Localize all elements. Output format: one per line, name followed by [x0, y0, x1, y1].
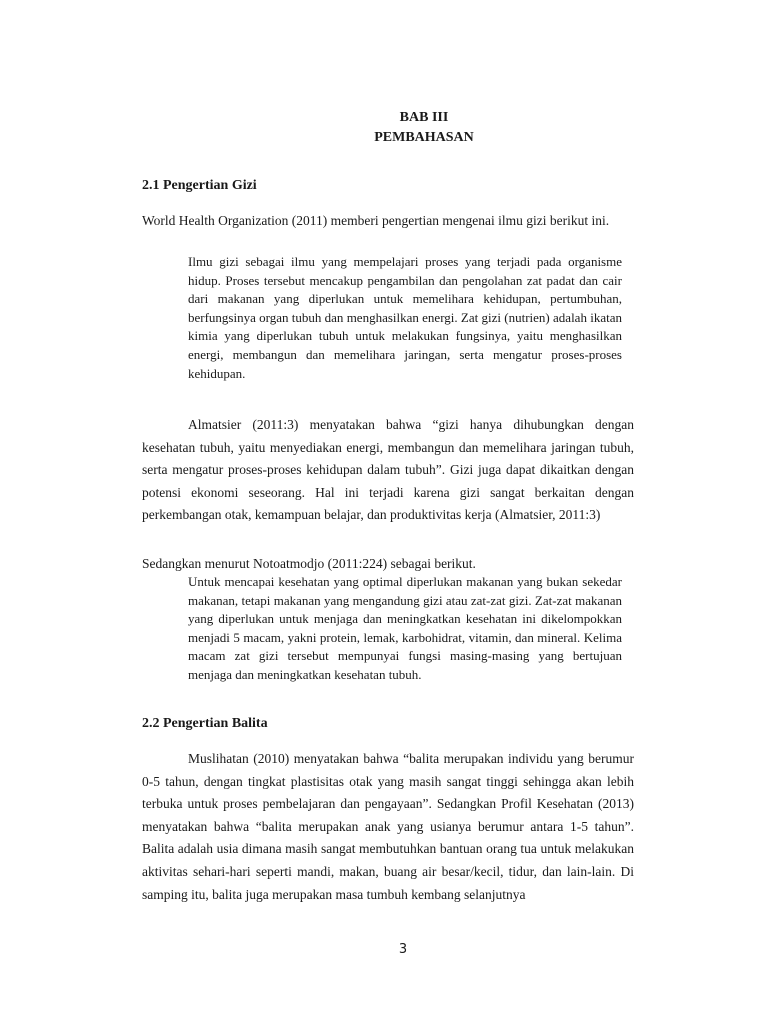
paragraph-notoatmodjo-intro: Sedangkan menurut Notoatmodjo (2011:224) sebagai berikut. — [142, 556, 476, 571]
paragraph-almatsier: Almatsier (2011:3) menyatakan bahwa “gizi hanya dihubungkan dengan kesehatan tubuh, yaitu menyediakan energi, membangun dan memelihara jaringan tubuh, serta mengatur proses-proses kehidupan dalam tubuh”. Gizi juga dapat dikaitkan dengan potensi ekonomi seseorang. Hal ini terjadi karena gizi sangat berkaitan dengan perkembangan otak, kemampuan belajar, dan produktivitas kerja (Almatsier, 2011:3) — [142, 417, 634, 523]
paragraph-who-intro: World Health Organization (2011) memberi pengertian mengenai ilmu gizi berikut ini. — [142, 213, 610, 228]
chapter-header — [0, 108, 768, 148]
block-quote-notoatmodjo: Untuk mencapai kesehatan yang optimal diperlukan makanan yang bukan sekedar makanan, tetapi makanan yang mengandung gizi atau zat-zat gizi. Zat-zat makanan yang diperlukan untuk menjaga dan meningkatkan kesehatan ini dikelompokkan menjadi 5 macam, yakni protein, lemak, karbohidrat, vitamin, dan mineral. Kelima macam zat gizi tersebut mempunyai fungsi masing-masing yang bertujuan menjaga dan meningkatkan kesehatan tubuh. — [188, 574, 622, 682]
paragraph-muslihatan: Muslihatan (2010) menyatakan bahwa “balita merupakan individu yang berumur 0-5 tahun, dengan tingkat plastisitas otak yang masih sangat tinggi sehingga akan lebih terbuka untuk proses pembelajaran dan pengayaan”. Sedangkan Profil Kesehatan (2013) menyatakan bahwa “balita merupakan anak yang usianya berumur antara 1-5 tahun”. Balita adalah usia dimana masih sangat membutuhkan bantuan orang tua untuk melakukan aktivitas sehari-hari seperti mandi, makan, buang air besar/kecil, tidur, dan lain-lain. Di samping itu, balita juga merupakan masa tumbuh kembang selanjutnya — [142, 751, 634, 902]
section-heading-balita: 2.2 Pengertian Balita — [142, 716, 268, 731]
block-quote-who: Ilmu gizi sebagai ilmu yang mempelajari proses yang terjadi pada organisme hidup. Proses tersebut mencakup pengambilan dan pengolahan zat padat dan cair dari makanan yang diperlukan untuk memelihara kehidupan, pertumbuhan, berfungsinya organ tubuh dan menghasilkan energi. Zat gizi (nutrien) adalah ikatan kimia yang diperlukan tubuh untuk melakukan fungsinya, yaitu menghasilkan energi, membangun dan memelihara jaringan, serta mengatur proses-proses kehidupan. — [188, 254, 622, 381]
page-number: 3 — [398, 942, 408, 957]
chapter-title: PEMBAHASAN — [374, 130, 474, 145]
chapter-number: BAB III — [399, 110, 449, 125]
section-heading-gizi: 2.1 Pengertian Gizi — [142, 178, 257, 193]
